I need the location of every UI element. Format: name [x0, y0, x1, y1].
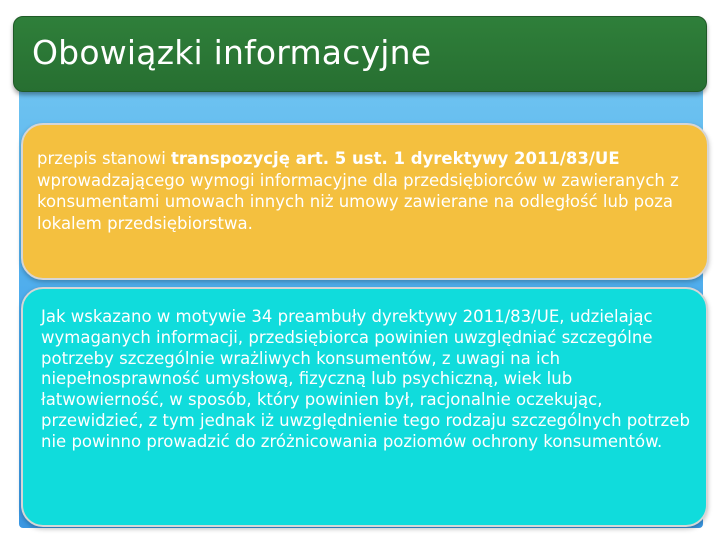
title-bar: [13, 16, 707, 92]
box2-text: Jak wskazano w motywie 34 preambuły dyrektywy 2011/83/UE, udzielając wymaganych informacji, przedsiębiorca powinien uwzględniać szczególne potrzeby szczególnie wrażliwych konsumentów, z uwagi na ich niepełnosprawność umysłową, fizyczną lub psychiczną, wiek lub łatwowierność, w sposób, który powinien był, racjonalnie oczekując, przewidzieć, z tym jednak iż uwzględnienie tego rodzaju szczególnych potrzeb nie powinno prowadzić do zróżnicowania poziomów ochrony konsumentów.: [41, 307, 690, 451]
slide-title: Obowiązki informacyjne: [32, 33, 432, 72]
box1-emphasis-text: transpozycję art. 5 ust. 1 dyrektywy 2011/83/UE: [171, 149, 620, 168]
vulnerable-consumers-box: [21, 287, 708, 527]
box1-suffix-text: wprowadzającego wymogi informacyjne dla przedsiębiorców w zawieranych z konsumentami umowach innych niż umowy zawierane na odległość lub poza lokalem przedsiębiorstwa.: [37, 170, 679, 233]
box1-prefix-text: przepis stanowi: [37, 149, 172, 168]
transposition-info-box: [21, 123, 709, 280]
